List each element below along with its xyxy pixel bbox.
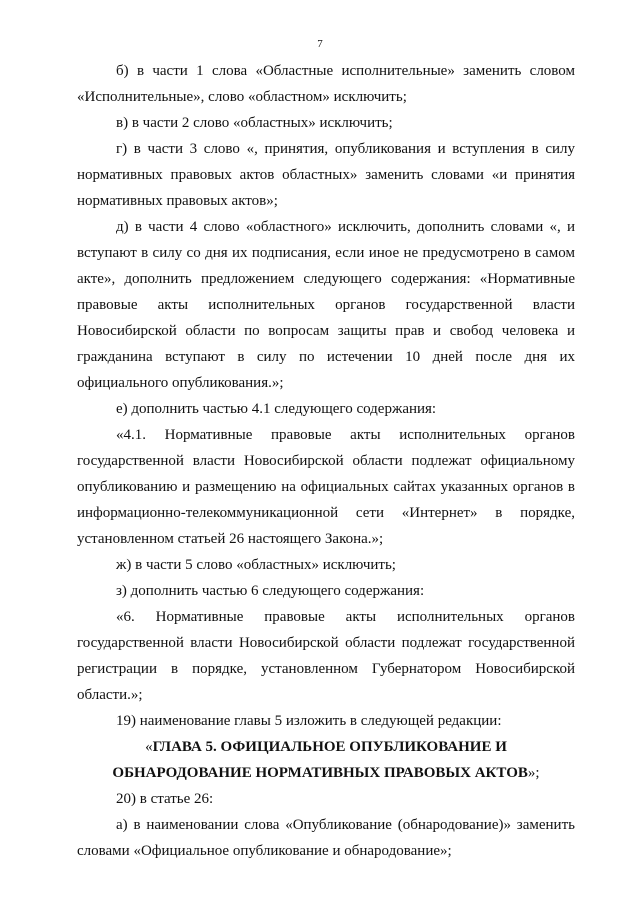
paragraph-item-19: 19) наименование главы 5 изложить в следующей редакции: xyxy=(116,713,502,729)
paragraph-g-part-3: г) в части 3 слово «, принятия, опубликования и вступления в силу нормативных правовых актов областных» заменить словами «и принятия нормативных правовых актов»; xyxy=(77,141,575,209)
paragraph-part-4-1-text: «4.1. Нормативные правовые акты исполнительных органов государственной власти Новосибирской области подлежат официальному опубликованию и размещению на официальных сайтах указанных органов в информационно-телекоммуникационной сети «Интернет» в порядке, установленном статьей 26 настоящего Закона.»; xyxy=(77,427,575,547)
paragraph-zh-part-5: ж) в части 5 слово «областных» исключить; xyxy=(116,557,396,573)
heading-closing: »; xyxy=(527,765,540,781)
heading-open-quote: « xyxy=(145,739,153,755)
paragraph-d-part-4: д) в части 4 слово «областного» исключить, дополнить словами «, и вступают в силу со дня их подписания, если иное не предусмотрено в самом акте», дополнить предложением следующего содержания: «Нормативные правовые акты исполнительных органов государственной власти Новосибирской области по вопросам защиты прав и свобод человека и гражданина вступают в силу по истечении 10 дней после дня их официального опубликования.»; xyxy=(77,219,575,391)
document-body xyxy=(77,58,575,864)
chapter-5-heading xyxy=(77,734,575,786)
paragraph-e-part-4-1-intro: е) дополнить частью 4.1 следующего содержания: xyxy=(116,401,437,417)
paragraph-item-20: 20) в статье 26: xyxy=(116,791,214,807)
paragraph-b-part-1: б) в части 1 слова «Областные исполнительные» заменить словом «Исполнительные», слово «областном» исключить; xyxy=(77,63,575,105)
page-number: 7 xyxy=(317,38,323,50)
paragraph-z-part-6-intro: з) дополнить частью 6 следующего содержания: xyxy=(116,583,425,599)
paragraph-a-article-26: а) в наименовании слова «Опубликование (обнародование)» заменить словами «Официальное опубликование и обнародование»; xyxy=(77,817,575,859)
paragraph-part-6-text: «6. Нормативные правовые акты исполнительных органов государственной власти Новосибирской области подлежат государственной регистрации в порядке, установленном Губернатором Новосибирской области.»; xyxy=(77,609,575,703)
paragraph-v-part-2: в) в части 2 слово «областных» исключить; xyxy=(116,115,393,131)
heading-title: ГЛАВА 5. ОФИЦИАЛЬНОЕ ОПУБЛИКОВАНИЕ И ОБНАРОДОВАНИЕ НОРМАТИВНЫХ ПРАВОВЫХ АКТОВ xyxy=(112,739,528,781)
